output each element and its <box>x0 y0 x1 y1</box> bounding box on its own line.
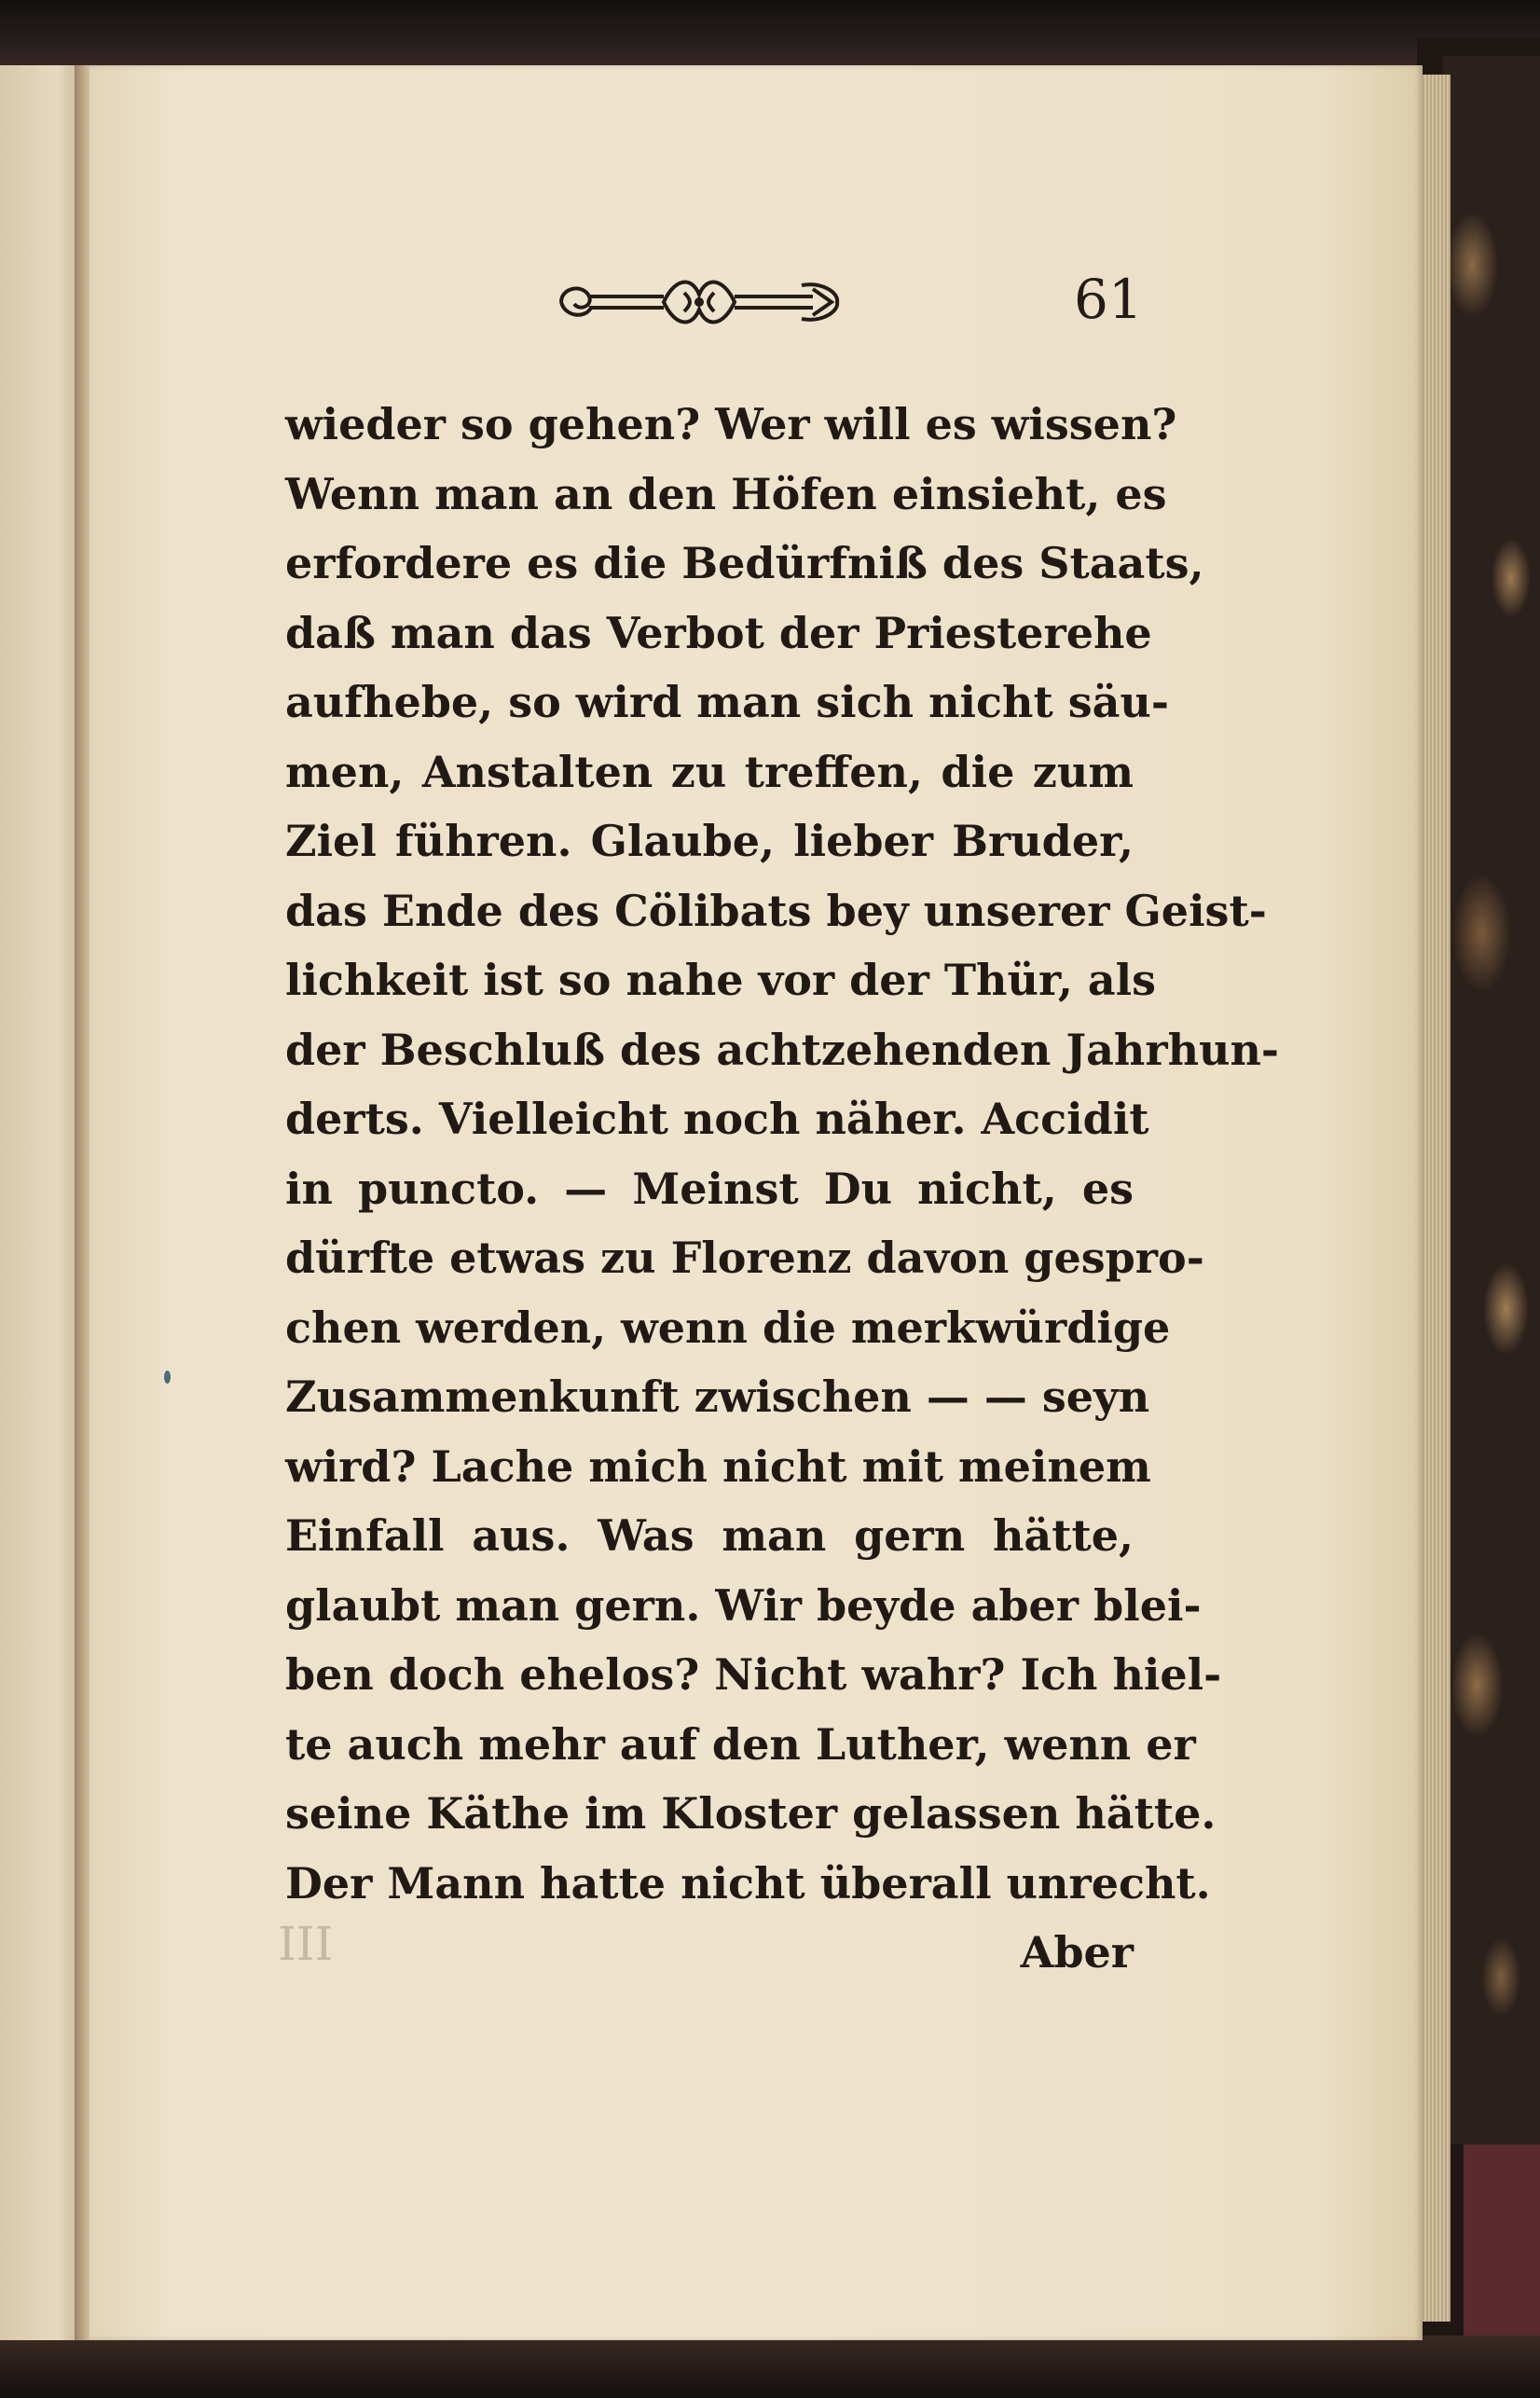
text-line: aufhebe, so wird man sich nicht säu- <box>285 677 1169 727</box>
text-line: wird? Lache mich nicht mit meinem <box>285 1440 1151 1492</box>
text-line: Der Mann hatte nicht überall unrecht. <box>285 1857 1211 1909</box>
text-line: das Ende des Cölibats bey unserer Geist- <box>285 885 1267 936</box>
page-number: 61 <box>1074 268 1143 331</box>
bleed-through-mark: III <box>278 1917 334 1971</box>
book-cover-bottom <box>0 2336 1540 2398</box>
ink-spot <box>164 1371 171 1384</box>
text-line: glaubt man gern. Wir beyde aber blei- <box>285 1579 1202 1631</box>
text-line: ben doch ehelos? Nicht wahr? Ich hiel- <box>285 1649 1222 1700</box>
text-line: Zusammenkunft zwischen — — seyn <box>285 1371 1150 1422</box>
text-line: lichkeit ist so nahe vor der Thür, als <box>285 955 1157 1005</box>
text-line: Wenn man an den Höfen einsieht, es <box>285 468 1167 519</box>
text-line: men, Anstalten zu treffen, die zum <box>285 746 1134 797</box>
text-line: Einfall aus. Was man gern hätte, <box>285 1510 1134 1561</box>
text-line: te auch mehr auf den Luther, wenn er <box>285 1718 1196 1770</box>
text-line: seine Käthe im Kloster gelassen hätte. <box>285 1788 1217 1839</box>
text-line: Ziel führen. Glaube, lieber Bruder, <box>285 816 1134 866</box>
text-line: chen werden, wenn die merkwürdige <box>285 1302 1171 1353</box>
text-line: daß man das Verbot der Priesterehe <box>285 607 1152 658</box>
text-line: in puncto. — Meinst Du nicht, es <box>285 1163 1134 1214</box>
text-line: derts. Vielleicht noch näher. Accidit <box>285 1094 1149 1144</box>
text-line: erfordere es die Bedürfniß des Staats, <box>285 538 1204 588</box>
body-text <box>285 390 1280 1988</box>
marbled-cover <box>1443 56 1540 2144</box>
ornamental-rule-icon <box>552 269 846 336</box>
text-line: der Beschluß des achtzehenden Jahrhun- <box>285 1024 1280 1075</box>
left-page-edge <box>0 65 82 2340</box>
catchword: Aber <box>1020 1927 1134 1978</box>
text-line: wieder so gehen? Wer will es wissen? <box>285 399 1177 449</box>
text-line: dürfte etwas zu Florenz davon gespro- <box>285 1233 1204 1283</box>
